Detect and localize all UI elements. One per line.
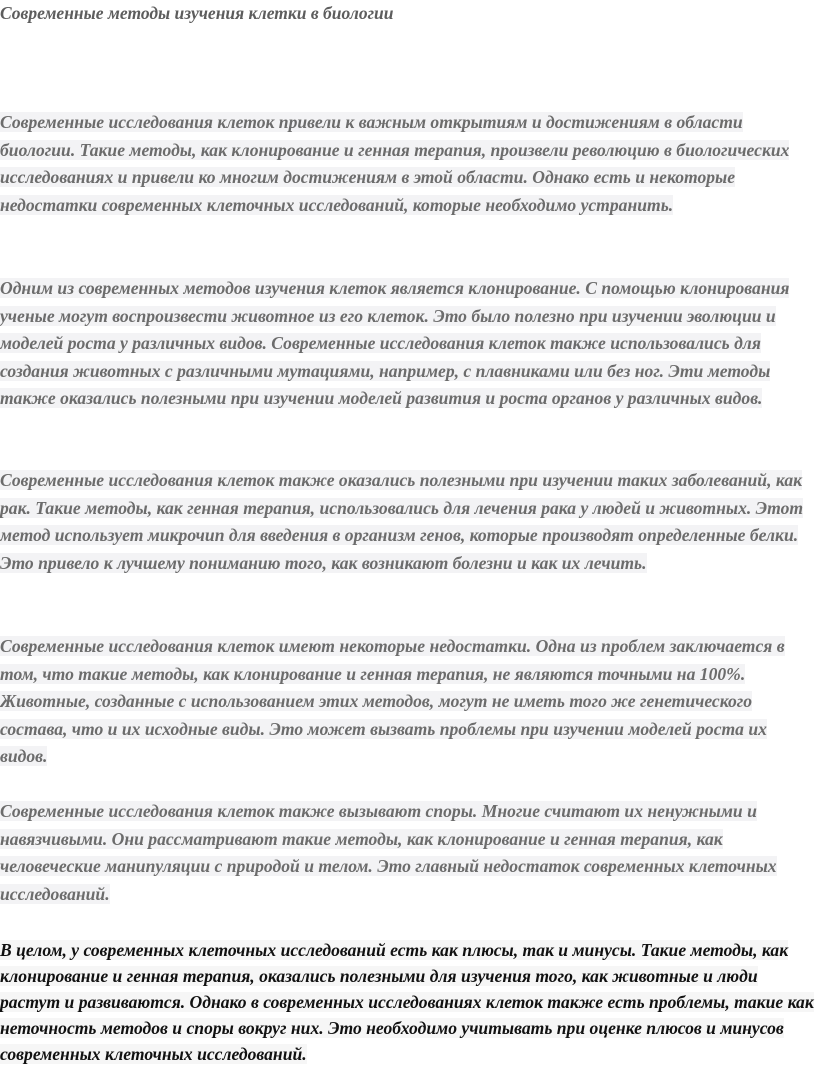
paragraph-text: Одним из современных методов изучения клеток является клонирование. С помощью клонирования ученые могут воспроизвести животное из его клеток. Это было полезно при изучении эволюции и моделей роста у различных видов. Современные исследования клеток также использовались для создания животных с различными мутациями, например, с плавниками или без ног. Эти методы также оказались полезными при изучении моделей развития и роста органов у различных видов. (0, 278, 790, 408)
paragraph-drawbacks (0, 633, 816, 771)
paragraph-text: Современные исследования клеток также оказались полезными при изучении таких заболеваний, как рак. Такие методы, как генная терапия, использовались для лечения рака у людей и животных. Этот метод использует микрочип для введения в организм генов, которые производят определенные белки. Это привело к лучшему пониманию того, как возникают болезни и как их лечить. (0, 470, 804, 573)
paragraph-intro (0, 109, 816, 219)
paragraph-diseases (0, 467, 816, 577)
paragraph-text: Современные исследования клеток привели к важным открытиям и достижениям в области биологии. Такие методы, как клонирование и генная терапия, произвели революцию в биологических исследованиях и привели ко многим достижениям в этой области. Однако есть и некоторые недостатки современных клеточных исследований, которые необходимо устранить. (0, 112, 790, 215)
paragraph-controversy (0, 798, 816, 908)
paragraph-cloning (0, 275, 816, 413)
document-title: Современные методы изучения клетки в биологии (0, 3, 394, 23)
paragraph-text: В целом, у современных клеточных исследований есть как плюсы, так и минусы. Такие методы, как клонирование и генная терапия, оказались полезными для изучения того, как животные и люди растут и развиваются. Однако в современных исследованиях клеток также есть проблемы, такие как неточность методов и споры вокруг них. Это необходимо учитывать при оценке плюсов и минусов современных клеточных исследований. (0, 940, 814, 1064)
paragraph-text: Современные исследования клеток также вызывают споры. Многие считают их ненужными и навязчивыми. Они рассматривают такие методы, как клонирование и генная терапия, как человеческие манипуляции с природой и телом. Это главный недостаток современных клеточных исследований. (0, 801, 777, 904)
paragraph-conclusion (0, 937, 816, 1067)
paragraph-text: Современные исследования клеток имеют некоторые недостатки. Одна из проблем заключается в том, что такие методы, как клонирование и генная терапия, не являются точными на 100%. Животные, созданные с использованием этих методов, могут не иметь того же генетического состава, что и их исходные виды. Это может вызвать проблемы при изучении моделей роста их видов. (0, 636, 785, 766)
